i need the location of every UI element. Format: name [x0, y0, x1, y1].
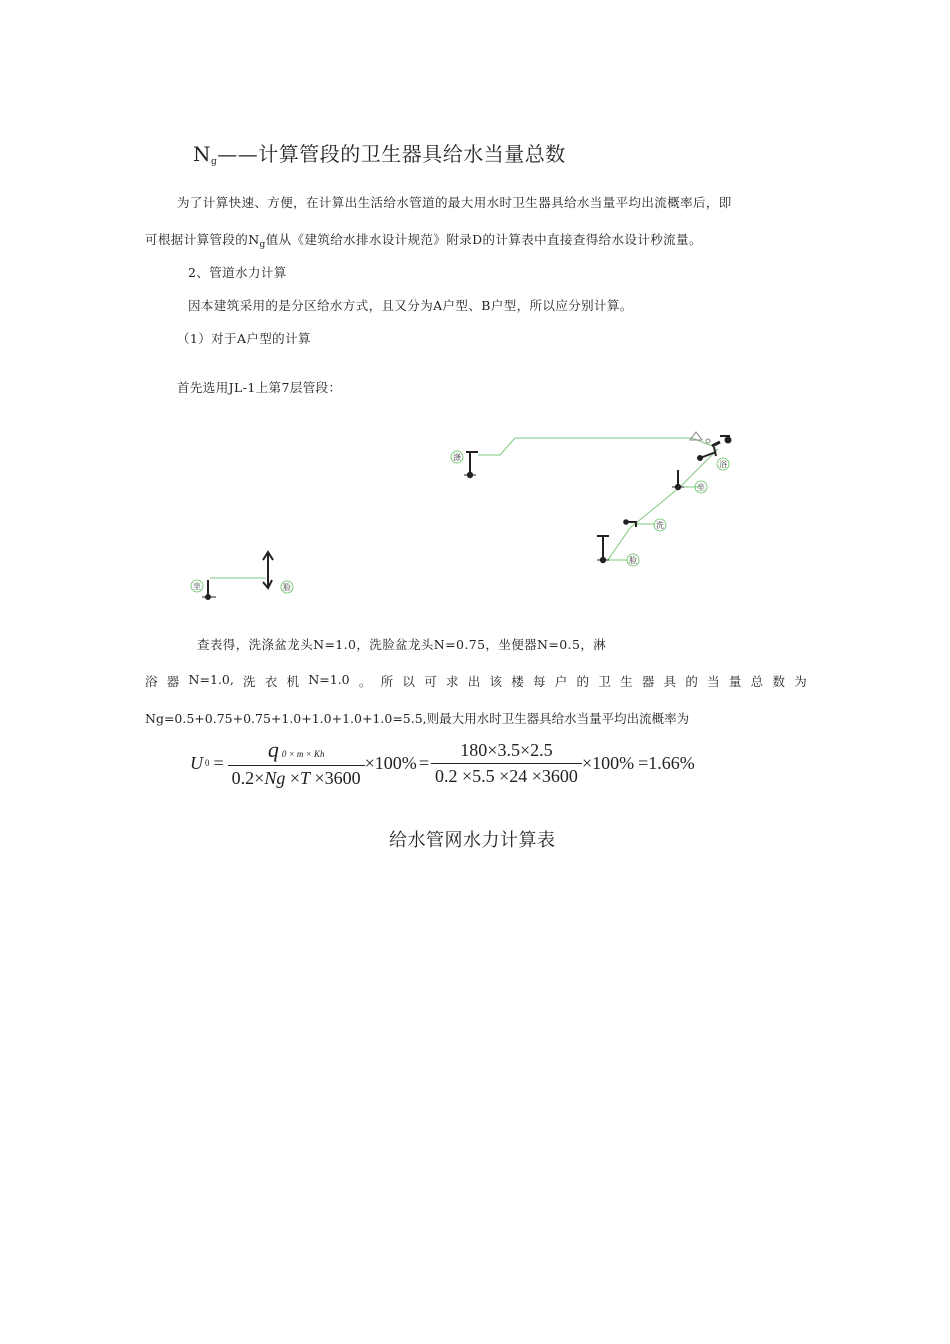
para4-line2-word: 户 — [554, 674, 568, 689]
para4-line2-word: N=1.0, — [188, 672, 234, 687]
para4-line2-word: 。 — [358, 674, 372, 689]
formula-eq: = — [213, 752, 224, 773]
para3: 首先选用JL-1上第7层管段： — [177, 380, 342, 395]
svg-text:洗: 洗 — [656, 521, 664, 530]
para4-line2-word: N=1.0 — [308, 672, 350, 687]
formula-num-2: 180×3.5×2.5 — [460, 739, 553, 760]
para4-line2-word: 生 — [620, 674, 633, 689]
para4-line2-word: 以 — [402, 674, 415, 689]
para4-line2-word: 的 — [685, 674, 698, 689]
para4-line2-word: 卫 — [598, 674, 611, 689]
upper-main-pipe — [478, 438, 712, 455]
para4-line2 — [145, 672, 807, 690]
para4-line2-word: 衣 — [264, 674, 278, 689]
label-face-basin-left — [281, 581, 293, 593]
para1-line2-sub: g — [259, 240, 266, 250]
para4-line2-word: 出 — [467, 674, 481, 689]
para4-line2-word: 每 — [533, 674, 546, 689]
para4-line2-word: 当 — [707, 674, 720, 689]
formula-den1-b: × — [285, 768, 300, 788]
para4-line3: Ng=0.5+0.75+0.75+1.0+1.0+1.0+1.0=5.5,则最大用水时卫生器具给水当量平均出流概率为 — [145, 711, 690, 726]
fixture-symbols — [202, 432, 731, 599]
label-face-basin-right — [627, 554, 639, 566]
formula-den-2: 0.2 ×5.5 ×24 ×3600 — [431, 763, 582, 787]
probability-formula — [190, 737, 695, 789]
para2: 因本建筑采用的是分区给水方式，且又分为A户型、B户型，所以应分别计算。 — [188, 298, 633, 313]
formula-mult-1: ×100% — [364, 752, 417, 773]
valve-icon — [690, 432, 702, 440]
formula-q-sub: 0 × m × Kh — [281, 749, 325, 759]
subsection1-heading: （1）对于A户型的计算 — [177, 331, 311, 346]
fixture-labels — [191, 451, 729, 593]
heading-n: N — [193, 142, 211, 166]
heading-text: ——计算管段的卫生器具给水当量总数 — [217, 142, 566, 166]
svg-text:坐: 坐 — [193, 582, 201, 591]
formula-lhs-sub: 0 — [205, 758, 210, 768]
para4-line2-word: 量 — [728, 674, 742, 689]
heading-n-sub: g — [211, 157, 218, 167]
formula-den1-a: 0.2× — [231, 768, 265, 788]
formula-den1-ng: Ng — [264, 768, 286, 788]
section2-heading: 2、管道水力计算 — [188, 265, 287, 280]
para1-line2-a: 可根据计算管段的N — [145, 232, 260, 247]
para4-line2-word: 数 — [772, 674, 785, 689]
formula-mult-2: ×100% — [581, 752, 635, 773]
para4-line2-word: 的 — [576, 674, 590, 689]
para4-line2-word: 具 — [663, 674, 677, 689]
para4-line2-word: 器 — [166, 674, 180, 689]
table-title: 给水管网水力计算表 — [389, 830, 556, 851]
diagonal-pipe-3 — [608, 528, 630, 560]
formula-fraction-2 — [431, 740, 582, 787]
label-washer-right — [654, 519, 666, 531]
label-toilet-left — [191, 580, 203, 592]
label-bath-right — [717, 458, 729, 470]
formula-fraction-1 — [228, 737, 365, 789]
svg-text:涤: 涤 — [453, 453, 461, 462]
para4-line2-word: 机 — [286, 674, 300, 689]
formula-q: q — [267, 737, 279, 762]
para4-line2-word: 所 — [380, 674, 394, 689]
pipe-lines — [210, 438, 718, 578]
label-toilet-right — [695, 481, 707, 493]
para4-line1: 查表得，洗涤盆龙头N=1.0，洗脸盆龙头N=0.75，坐便器N=0.5，淋 — [197, 637, 607, 652]
formula-lhs-var: U — [190, 752, 203, 773]
svg-text:浴: 浴 — [719, 460, 727, 469]
para4-line2-word: 总 — [750, 674, 764, 689]
para4-line2-word: 洗 — [243, 674, 256, 689]
svg-text:脸: 脸 — [283, 583, 291, 592]
svg-text:脸: 脸 — [629, 556, 637, 565]
formula-den1-c: ×3600 — [310, 768, 361, 788]
para4-line2-word: 楼 — [511, 674, 524, 689]
para4-line2-word: 求 — [445, 674, 459, 689]
label-wash-basin-left — [451, 451, 463, 463]
formula-den1-t: T — [299, 768, 310, 788]
para1-line2-b: 值从《建筑给水排水设计规范》附录D的计算表中直接查得给水设计秒流量。 — [265, 232, 702, 247]
para4-line2-word: 该 — [489, 674, 502, 689]
para4-line2-word: 可 — [424, 674, 437, 689]
formula-result: =1.66% — [638, 752, 695, 773]
para4-line2-word: 浴 — [145, 674, 158, 689]
svg-text:坐: 坐 — [697, 483, 705, 492]
formula-eq-2: = — [418, 752, 429, 773]
pipe-system-diagram — [0, 0, 950, 620]
para1-line1: 为了计算快速、方便，在计算出生活给水管道的最大用水时卫生器具给水当量平均出流概率后，即 — [177, 195, 732, 210]
para4-line2-word: 为 — [794, 674, 807, 689]
para4-line2-word: 器 — [641, 674, 655, 689]
